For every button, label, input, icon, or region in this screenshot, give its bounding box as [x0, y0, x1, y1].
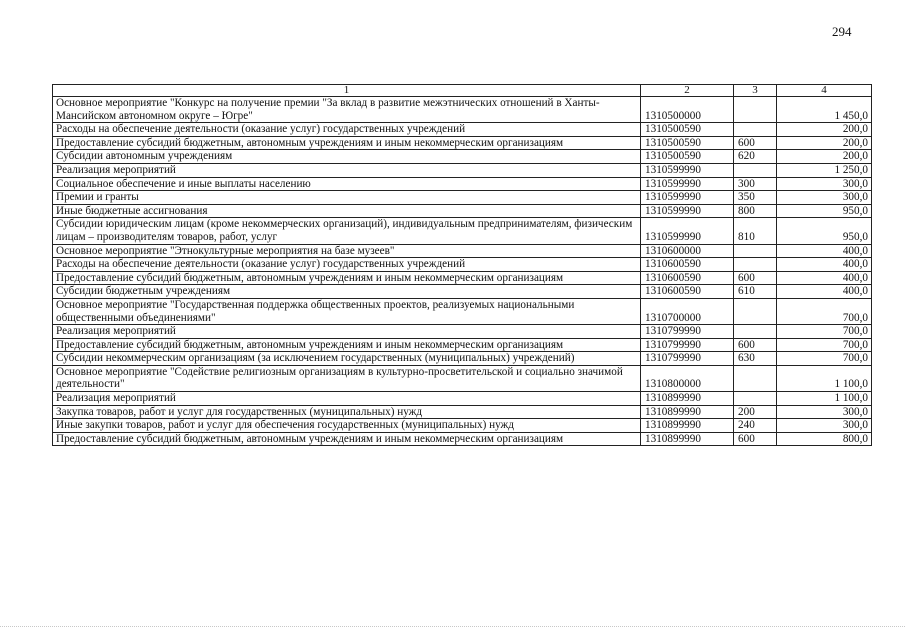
row-name-cell: Реализация мероприятий — [53, 392, 641, 406]
row-amount-cell: 800,0 — [777, 432, 872, 446]
row-code-cell: 1310799990 — [641, 325, 734, 339]
table-row — [53, 177, 872, 191]
row-code-cell: 1310800000 — [641, 365, 734, 391]
row-name-cell: Расходы на обеспечение деятельности (оказание услуг) государственных учреждений — [53, 258, 641, 272]
row-name-cell: Субсидии автономным учреждениям — [53, 150, 641, 164]
row-name-cell: Предоставление субсидий бюджетным, автономным учреждениям и иным некоммерческим организациям — [53, 432, 641, 446]
row-type-cell: 620 — [734, 150, 777, 164]
row-type-cell — [734, 365, 777, 391]
table-row — [53, 204, 872, 218]
row-name-cell: Основное мероприятие "Содействие религиозным организациям в культурно-просветительской и социально значимой деятельности" — [53, 365, 641, 391]
row-name-cell: Субсидии бюджетным учреждениям — [53, 285, 641, 299]
table-row — [53, 97, 872, 123]
row-amount-cell: 400,0 — [777, 244, 872, 258]
row-amount-cell: 1 100,0 — [777, 392, 872, 406]
table-row — [53, 405, 872, 419]
table-row — [53, 163, 872, 177]
row-name-cell: Основное мероприятие "Конкурс на получение премии "За вклад в развитие межэтнических отношений в Ханты-Мансийском автономном округе – Югре" — [53, 97, 641, 123]
table-body — [53, 97, 872, 446]
table-row — [53, 365, 872, 391]
row-amount-cell: 200,0 — [777, 123, 872, 137]
row-code-cell: 1310599990 — [641, 204, 734, 218]
table-row — [53, 352, 872, 366]
row-code-cell: 1310500590 — [641, 136, 734, 150]
row-name-cell: Предоставление субсидий бюджетным, автономным учреждениям и иным некоммерческим организациям — [53, 338, 641, 352]
row-type-cell — [734, 392, 777, 406]
header-col-4: 4 — [777, 85, 872, 97]
row-code-cell: 1310600590 — [641, 271, 734, 285]
row-amount-cell: 1 450,0 — [777, 97, 872, 123]
row-type-cell: 630 — [734, 352, 777, 366]
table-row — [53, 285, 872, 299]
row-name-cell: Социальное обеспечение и иные выплаты населению — [53, 177, 641, 191]
row-amount-cell: 300,0 — [777, 419, 872, 433]
row-type-cell: 810 — [734, 218, 777, 244]
row-type-cell: 300 — [734, 177, 777, 191]
row-code-cell: 1310799990 — [641, 338, 734, 352]
table-row — [53, 338, 872, 352]
row-amount-cell: 300,0 — [777, 405, 872, 419]
row-name-cell: Иные бюджетные ассигнования — [53, 204, 641, 218]
row-code-cell: 1310500590 — [641, 150, 734, 164]
row-type-cell: 600 — [734, 136, 777, 150]
budget-table — [52, 84, 872, 446]
row-amount-cell: 300,0 — [777, 177, 872, 191]
row-type-cell: 200 — [734, 405, 777, 419]
row-code-cell: 1310500000 — [641, 97, 734, 123]
row-amount-cell: 400,0 — [777, 271, 872, 285]
row-code-cell: 1310600000 — [641, 244, 734, 258]
table-row — [53, 325, 872, 339]
row-amount-cell: 200,0 — [777, 150, 872, 164]
row-type-cell: 600 — [734, 271, 777, 285]
row-code-cell: 1310799990 — [641, 352, 734, 366]
row-code-cell: 1310599990 — [641, 177, 734, 191]
row-code-cell: 1310599990 — [641, 218, 734, 244]
row-name-cell: Расходы на обеспечение деятельности (оказание услуг) государственных учреждений — [53, 123, 641, 137]
row-amount-cell: 700,0 — [777, 325, 872, 339]
header-col-3: 3 — [734, 85, 777, 97]
table-row — [53, 432, 872, 446]
row-code-cell: 1310899990 — [641, 419, 734, 433]
row-code-cell: 1310599990 — [641, 163, 734, 177]
row-name-cell: Основное мероприятие "Государственная поддержка общественных проектов, реализуемых национальными общественными объединениями" — [53, 298, 641, 324]
row-name-cell: Закупка товаров, работ и услуг для государственных (муниципальных) нужд — [53, 405, 641, 419]
table-row — [53, 258, 872, 272]
scan-edge-line — [0, 626, 905, 627]
row-amount-cell: 1 100,0 — [777, 365, 872, 391]
row-type-cell — [734, 97, 777, 123]
row-amount-cell: 400,0 — [777, 285, 872, 299]
row-amount-cell: 700,0 — [777, 338, 872, 352]
row-type-cell: 350 — [734, 191, 777, 205]
row-code-cell: 1310600590 — [641, 258, 734, 272]
row-code-cell: 1310899990 — [641, 405, 734, 419]
table-row — [53, 271, 872, 285]
row-name-cell: Основное мероприятие "Этнокультурные мероприятия на базе музеев" — [53, 244, 641, 258]
row-type-cell: 600 — [734, 432, 777, 446]
table-row — [53, 419, 872, 433]
row-type-cell — [734, 163, 777, 177]
row-amount-cell: 1 250,0 — [777, 163, 872, 177]
table-row — [53, 244, 872, 258]
row-name-cell: Премии и гранты — [53, 191, 641, 205]
row-type-cell — [734, 123, 777, 137]
row-type-cell — [734, 258, 777, 272]
row-type-cell — [734, 244, 777, 258]
row-amount-cell: 700,0 — [777, 352, 872, 366]
row-amount-cell: 400,0 — [777, 258, 872, 272]
row-name-cell: Иные закупки товаров, работ и услуг для обеспечения государственных (муниципальных) нужд — [53, 419, 641, 433]
row-amount-cell: 200,0 — [777, 136, 872, 150]
row-type-cell: 240 — [734, 419, 777, 433]
row-amount-cell: 950,0 — [777, 218, 872, 244]
row-name-cell: Реализация мероприятий — [53, 163, 641, 177]
table-row — [53, 191, 872, 205]
row-code-cell: 1310899990 — [641, 392, 734, 406]
header-col-1: 1 — [53, 85, 641, 97]
page-number: 294 — [832, 24, 852, 39]
table-row — [53, 298, 872, 324]
row-name-cell: Реализация мероприятий — [53, 325, 641, 339]
row-type-cell: 800 — [734, 204, 777, 218]
row-name-cell: Субсидии юридическим лицам (кроме некоммерческих организаций), индивидуальным предпринимателям, физическим лицам – производителям товаров, работ, услуг — [53, 218, 641, 244]
row-type-cell — [734, 325, 777, 339]
row-type-cell: 600 — [734, 338, 777, 352]
header-col-2: 2 — [641, 85, 734, 97]
row-type-cell — [734, 298, 777, 324]
row-code-cell: 1310700000 — [641, 298, 734, 324]
row-name-cell: Субсидии некоммерческим организациям (за исключением государственных (муниципальных) учреждений) — [53, 352, 641, 366]
row-amount-cell: 700,0 — [777, 298, 872, 324]
row-code-cell: 1310899990 — [641, 432, 734, 446]
row-type-cell: 610 — [734, 285, 777, 299]
row-amount-cell: 300,0 — [777, 191, 872, 205]
table-row — [53, 218, 872, 244]
row-code-cell: 1310599990 — [641, 191, 734, 205]
row-amount-cell: 950,0 — [777, 204, 872, 218]
row-name-cell: Предоставление субсидий бюджетным, автономным учреждениям и иным некоммерческим организациям — [53, 271, 641, 285]
row-code-cell: 1310600590 — [641, 285, 734, 299]
table-row — [53, 392, 872, 406]
row-code-cell: 1310500590 — [641, 123, 734, 137]
table-header-row — [53, 85, 872, 97]
row-name-cell: Предоставление субсидий бюджетным, автономным учреждениям и иным некоммерческим организациям — [53, 136, 641, 150]
table-row — [53, 136, 872, 150]
table-row — [53, 123, 872, 137]
table-row — [53, 150, 872, 164]
